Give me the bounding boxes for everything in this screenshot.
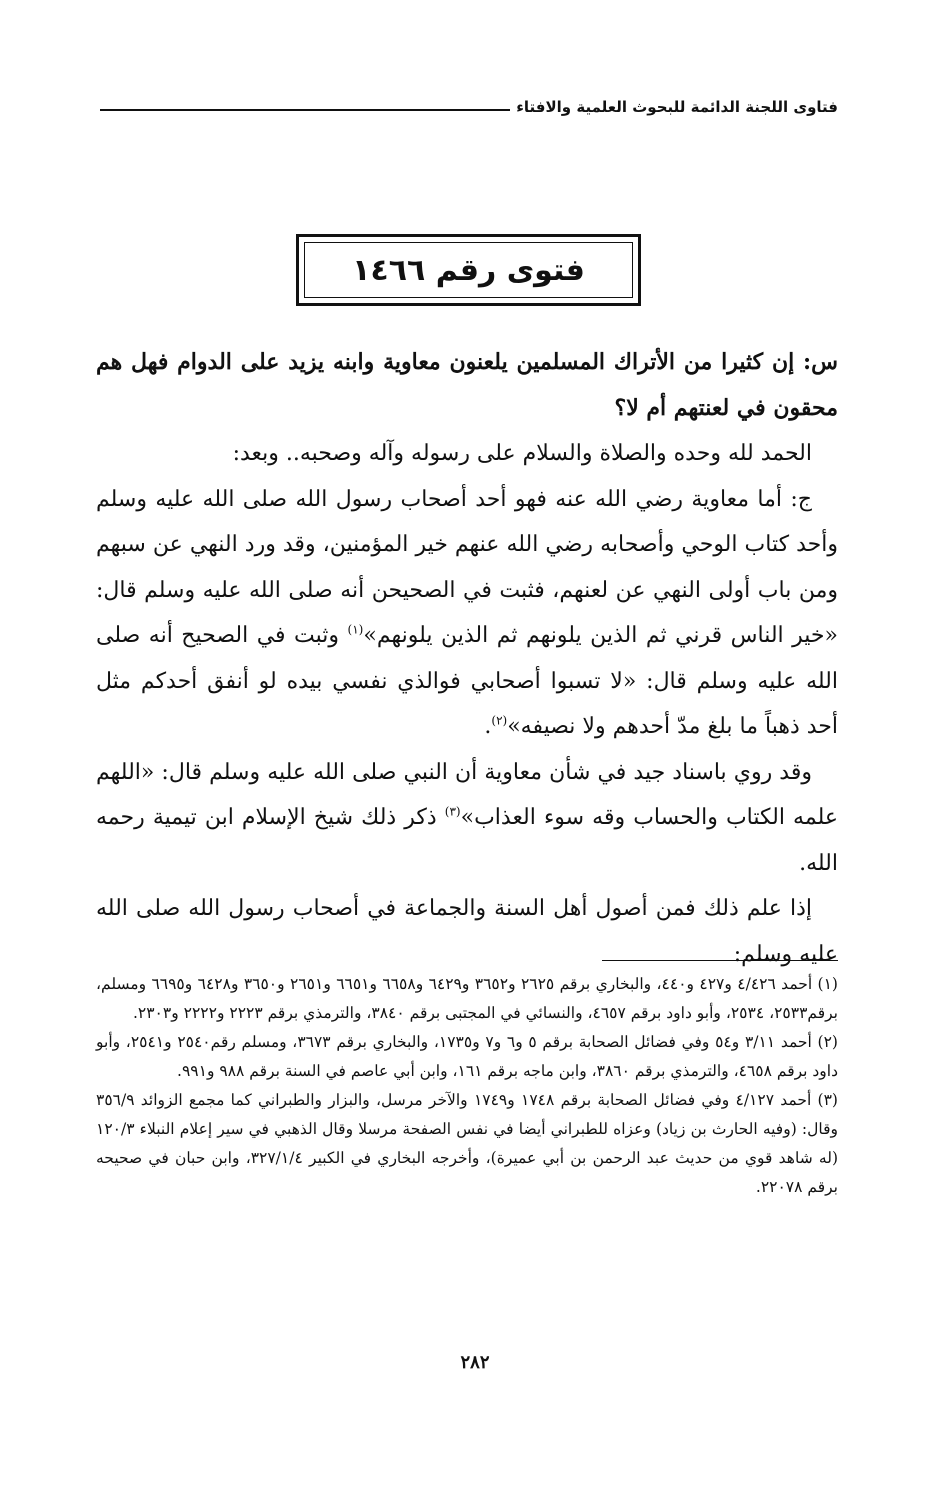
answer-paragraph-2-part-b: ذكر ذلك شيخ الإسلام ابن تيمية رحمه الله. (96, 805, 838, 876)
answer-paragraph-3: إذا علم ذلك فمن أصول أهل السنة والجماعة في أصحاب رسول الله صلى الله عليه وسلم: (96, 896, 838, 967)
answer-paragraph-1-part-c: . (484, 714, 492, 739)
footnote-3: (٣) أحمد ٤/١٢٧ وفي فضائل الصحابة برقم ١٧٤٨ و١٧٤٩ والآخر مرسل، والبزار والطبراني كما مجمع الزوائد ٣٥٦/٩ وقال: (وفيه الحارث بن زياد) وعزاه للطبراني أيضا في نفس الصفحة مرسلا وقال الذهبي في سير إعلام النبلاء ١٢٠/٣ (له شاهد قوي من حديث عبد الرحمن بن أبي عميرة)، وأخرجه البخاري في الكبير ٣٢٧/١/٤، وابن حبان في صحيحه برقم ٢٢٠٧٨. (96, 1091, 839, 1196)
answer-paragraph-2-part-a: وقد روي باسناد جيد في شأن معاوية أن النبي صلى الله عليه وسلم قال: «اللهم علمه الكتاب والحساب وقه سوء العذاب» (96, 759, 838, 830)
opening-paragraph: الحمد لله وحده والصلاة والسلام على رسوله وآله وصحبه.. وبعد: (232, 441, 812, 466)
answer-paragraph-1-part-a: ج: أما معاوية رضي الله عنه فهو أحد أصحاب رسول الله صلى الله عليه وسلم وأحد كتاب الوحي وأصحابه رضي الله عنهم خير المؤمنين، وقد ورد النهي عن سبهم ومن باب أولى النهي عن لعنهم، فثبت في الصحيحن أنه صلى الله عليه وسلم قال: «خير الناس قرني ثم الذين يلونهم ثم الذين يلونهم» (96, 486, 838, 648)
answer-paragraph-2 (96, 750, 838, 887)
footnote-1: (١) أحمد ٤/٤٢٦ و٤٢٧ و٤٤٠، والبخاري برقم ٢٦٢٥ و٣٦٥٢ و٦٤٢٩ و٦٦٥٨ و٦٦٥١ و٢٦٥١ و٣٦٥٠ و٦٤٢٨ و٦٦٩٥ ومسلم، برقم٢٥٣٣، ٢٥٣٤، وأبو داود برقم ٤٦٥٧، والنسائي في المجتبى برقم ٣٨٤٠، والترمذي برقم ٢٢٢٣ و٢٢٢٢ و٢٣٠٣. (96, 975, 838, 1022)
header-rule (100, 109, 510, 111)
running-header (100, 90, 838, 116)
question-paragraph: س: إن كثيرا من الأتراك المسلمين يلعنون معاوية وابنه يزيد على الدوام فهل هم محقون في لعنتهم أم لا؟ (96, 349, 838, 421)
footnotes (96, 970, 838, 1202)
fatwa-body (96, 340, 838, 977)
answer-paragraph-1 (96, 477, 838, 750)
footnote-ref-2: (٢) (491, 713, 508, 728)
answer-paragraph-1-part-b: وثبت في الصحيح أنه صلى الله عليه وسلم قال: «لا تسبوا أصحابي فوالذي نفسي بيده لو أنفق أحدكم مثل أحد ذهباً ما بلغ مدّ أحدهم ولا نصيفه» (96, 623, 838, 739)
footnote-ref-3: (٣) (444, 804, 461, 819)
page-number: ٢٨٢ (460, 1352, 490, 1373)
running-header-title: فتاوى اللجنة الدائمة للبحوث العلمية والافتاء (516, 98, 838, 116)
footnote-ref-1: (١) (347, 622, 364, 637)
fatwa-title: فتوى رقم ١٤٦٦ (352, 252, 585, 288)
footnote-separator (602, 960, 838, 961)
fatwa-title-box (296, 234, 641, 306)
footnote-2: (٢) أحمد ٣/١١ و٥٤ وفي فضائل الصحابة برقم ٥ و٦ و٧ و١٧٣٥، والبخاري برقم ٣٦٧٣، ومسلم رقم٢٥٤٠ و٢٥٤١، وأبو داود برقم ٤٦٥٨، والترمذي برقم ٣٨٦٠، وابن ماجه برقم ١٦١، وابن أبي عاصم في السنة برقم ٩٨٨ و٩٩١. (96, 1033, 838, 1080)
